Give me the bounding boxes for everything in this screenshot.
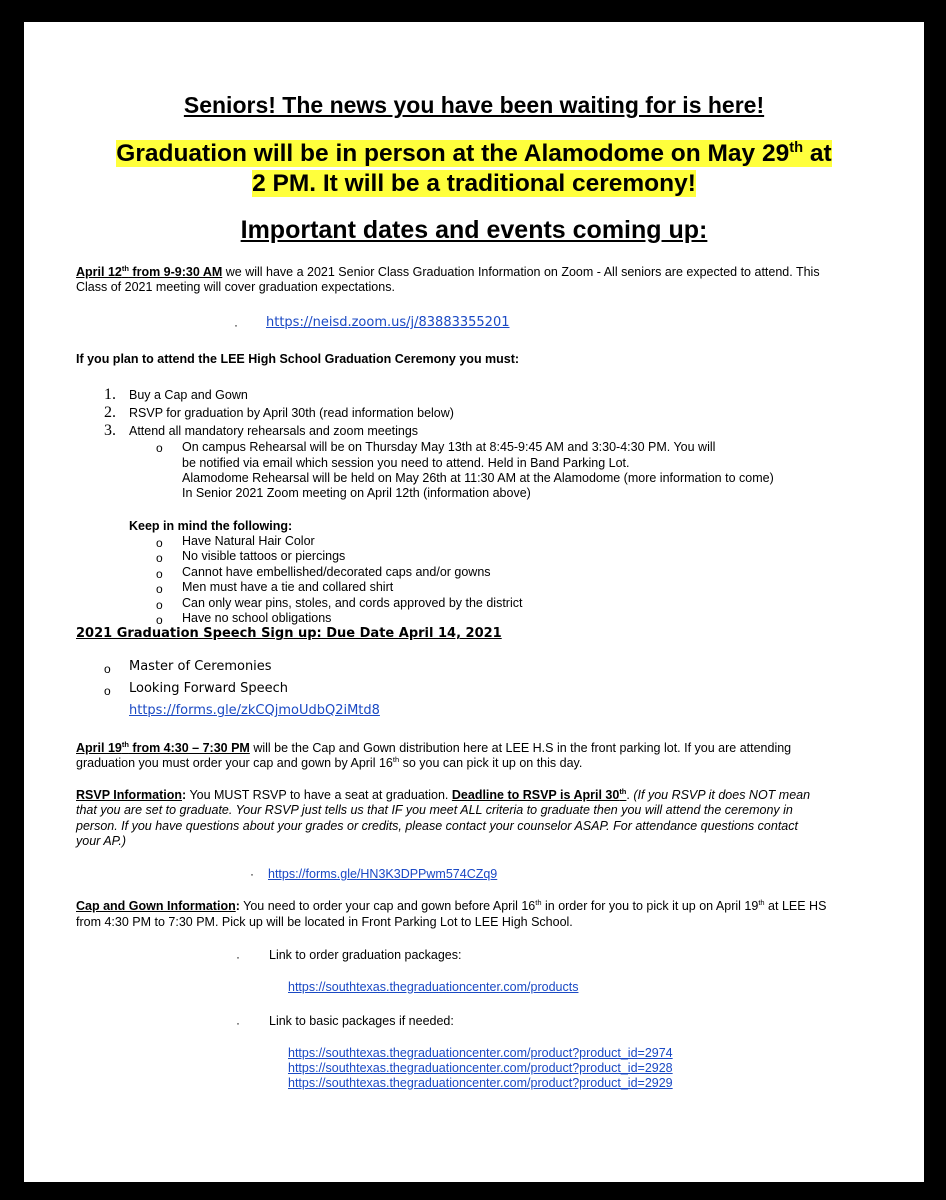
announcement-line-2: 2 PM. It will be a traditional ceremony! (252, 170, 696, 197)
basic-package-link-2929[interactable]: https://southtexas.thegraduationcenter.com/product?product_id=2929 (288, 1076, 673, 1090)
sub-bullet: o (104, 684, 111, 698)
rsvp-paragraph-line4: your AP.) (76, 834, 127, 848)
bullet-dot: · (250, 867, 254, 881)
list-item: No visible tattoos or piercings (182, 549, 346, 563)
sub-bullet: o (156, 567, 163, 581)
april19-paragraph-line2: graduation you must order your cap and gown by April 16th so you can pick it up on this day. (76, 754, 583, 770)
sub-bullet: o (156, 536, 163, 550)
list-number: 2. (104, 404, 116, 421)
order-packages-link[interactable]: https://southtexas.thegraduationcenter.com/products (288, 980, 579, 994)
sub-bullet: o (156, 582, 163, 596)
requirements-heading: If you plan to attend the LEE High School Graduation Ceremony you must: (76, 352, 520, 366)
page-title: Seniors! The news you have been waiting for is here! (183, 92, 765, 118)
basic-packages-label: Link to basic packages if needed: (269, 1014, 454, 1028)
zoom-link[interactable]: https://neisd.zoom.us/j/83883355201 (266, 315, 510, 330)
rsvp-paragraph-line2: that you are set to graduate. Your RSVP just tells us that IF you meet ALL criteria to graduate then you will attend the ceremony in (76, 803, 793, 817)
list-item: Cannot have embellished/decorated caps and/or gowns (182, 565, 491, 579)
rsvp-form-link[interactable]: https://forms.gle/HN3K3DPPwm574CZq9 (268, 867, 498, 881)
rsvp-paragraph-line3: person. If you have questions about your grades or credits, please contact your counselor ASAP. For attendance questions contact (76, 819, 798, 833)
dates-heading: Important dates and events coming up: (240, 216, 708, 244)
speech-heading: 2021 Graduation Speech Sign up: Due Date April 14, 2021 (76, 626, 502, 641)
rehearsal-line-2: be notified via email which session you need to attend. Held in Band Parking Lot. (182, 456, 630, 470)
april12-paragraph-line1: April 12th from 9-9:30 AM we will have a 2021 Senior Class Graduation Information on Zoom - All seniors are expected to attend. This (76, 263, 820, 279)
sub-bullet: o (156, 598, 163, 612)
basic-package-link-2928[interactable]: https://southtexas.thegraduationcenter.com/product?product_id=2928 (288, 1061, 673, 1075)
list-item: Buy a Cap and Gown (129, 388, 248, 402)
list-item: Have Natural Hair Color (182, 534, 315, 548)
document-page (24, 22, 924, 1182)
order-packages-label: Link to order graduation packages: (269, 948, 462, 962)
sub-bullet: o (156, 613, 163, 627)
list-item: Men must have a tie and collared shirt (182, 580, 394, 594)
keep-in-mind-heading: Keep in mind the following: (129, 519, 293, 533)
list-item: Attend all mandatory rehearsals and zoom meetings (129, 424, 419, 438)
capgown-paragraph-line2: from 4:30 PM to 7:30 PM. Pick up will be located in Front Parking Lot to LEE High School. (76, 915, 573, 929)
april19-paragraph-line1: April 19th from 4:30 – 7:30 PM will be the Cap and Gown distribution here at LEE H.S in the front parking lot. If you are attending (76, 739, 792, 755)
sub-bullet: o (156, 441, 163, 455)
speech-item-looking-forward: Looking Forward Speech (129, 681, 288, 696)
basic-package-link-2974[interactable]: https://southtexas.thegraduationcenter.com/product?product_id=2974 (288, 1046, 673, 1060)
sub-bullet: o (104, 662, 111, 676)
speech-signup-link[interactable]: https://forms.gle/zkCQjmoUdbQ2iMtd8 (129, 703, 380, 718)
capgown-paragraph-line1: Cap and Gown Information: You need to order your cap and gown before April 16th in order for you to pick it up on April 19th at LEE HS (76, 897, 827, 913)
sub-bullet: o (156, 551, 163, 565)
list-number: 1. (104, 386, 116, 403)
bullet-dot: · (236, 1016, 240, 1030)
bullet-dot: · (236, 950, 240, 964)
rehearsal-line-3: Alamodome Rehearsal will be held on May 26th at 11:30 AM at the Alamodome (more information to come) (182, 471, 774, 485)
speech-item-master-of-ceremonies: Master of Ceremonies (129, 659, 272, 674)
list-number: 3. (104, 422, 116, 439)
list-item: Have no school obligations (182, 611, 332, 625)
rehearsal-line-1: On campus Rehearsal will be on Thursday May 13th at 8:45-9:45 AM and 3:30-4:30 PM. You will (182, 440, 716, 454)
announcement-line-1: Graduation will be in person at the Alamodome on May 29th at (116, 139, 832, 167)
rehearsal-line-4: In Senior 2021 Zoom meeting on April 12th (information above) (182, 486, 531, 500)
bullet-dot: · (234, 318, 238, 332)
list-item: RSVP for graduation by April 30th (read information below) (129, 406, 454, 420)
april12-paragraph-line2: Class of 2021 meeting will cover graduation expectations. (76, 280, 395, 294)
list-item: Can only wear pins, stoles, and cords approved by the district (182, 596, 523, 610)
rsvp-paragraph-line1: RSVP Information: You MUST RSVP to have a seat at graduation. Deadline to RSVP is April 30th. (If you RSVP it does NOT mean (76, 786, 811, 802)
